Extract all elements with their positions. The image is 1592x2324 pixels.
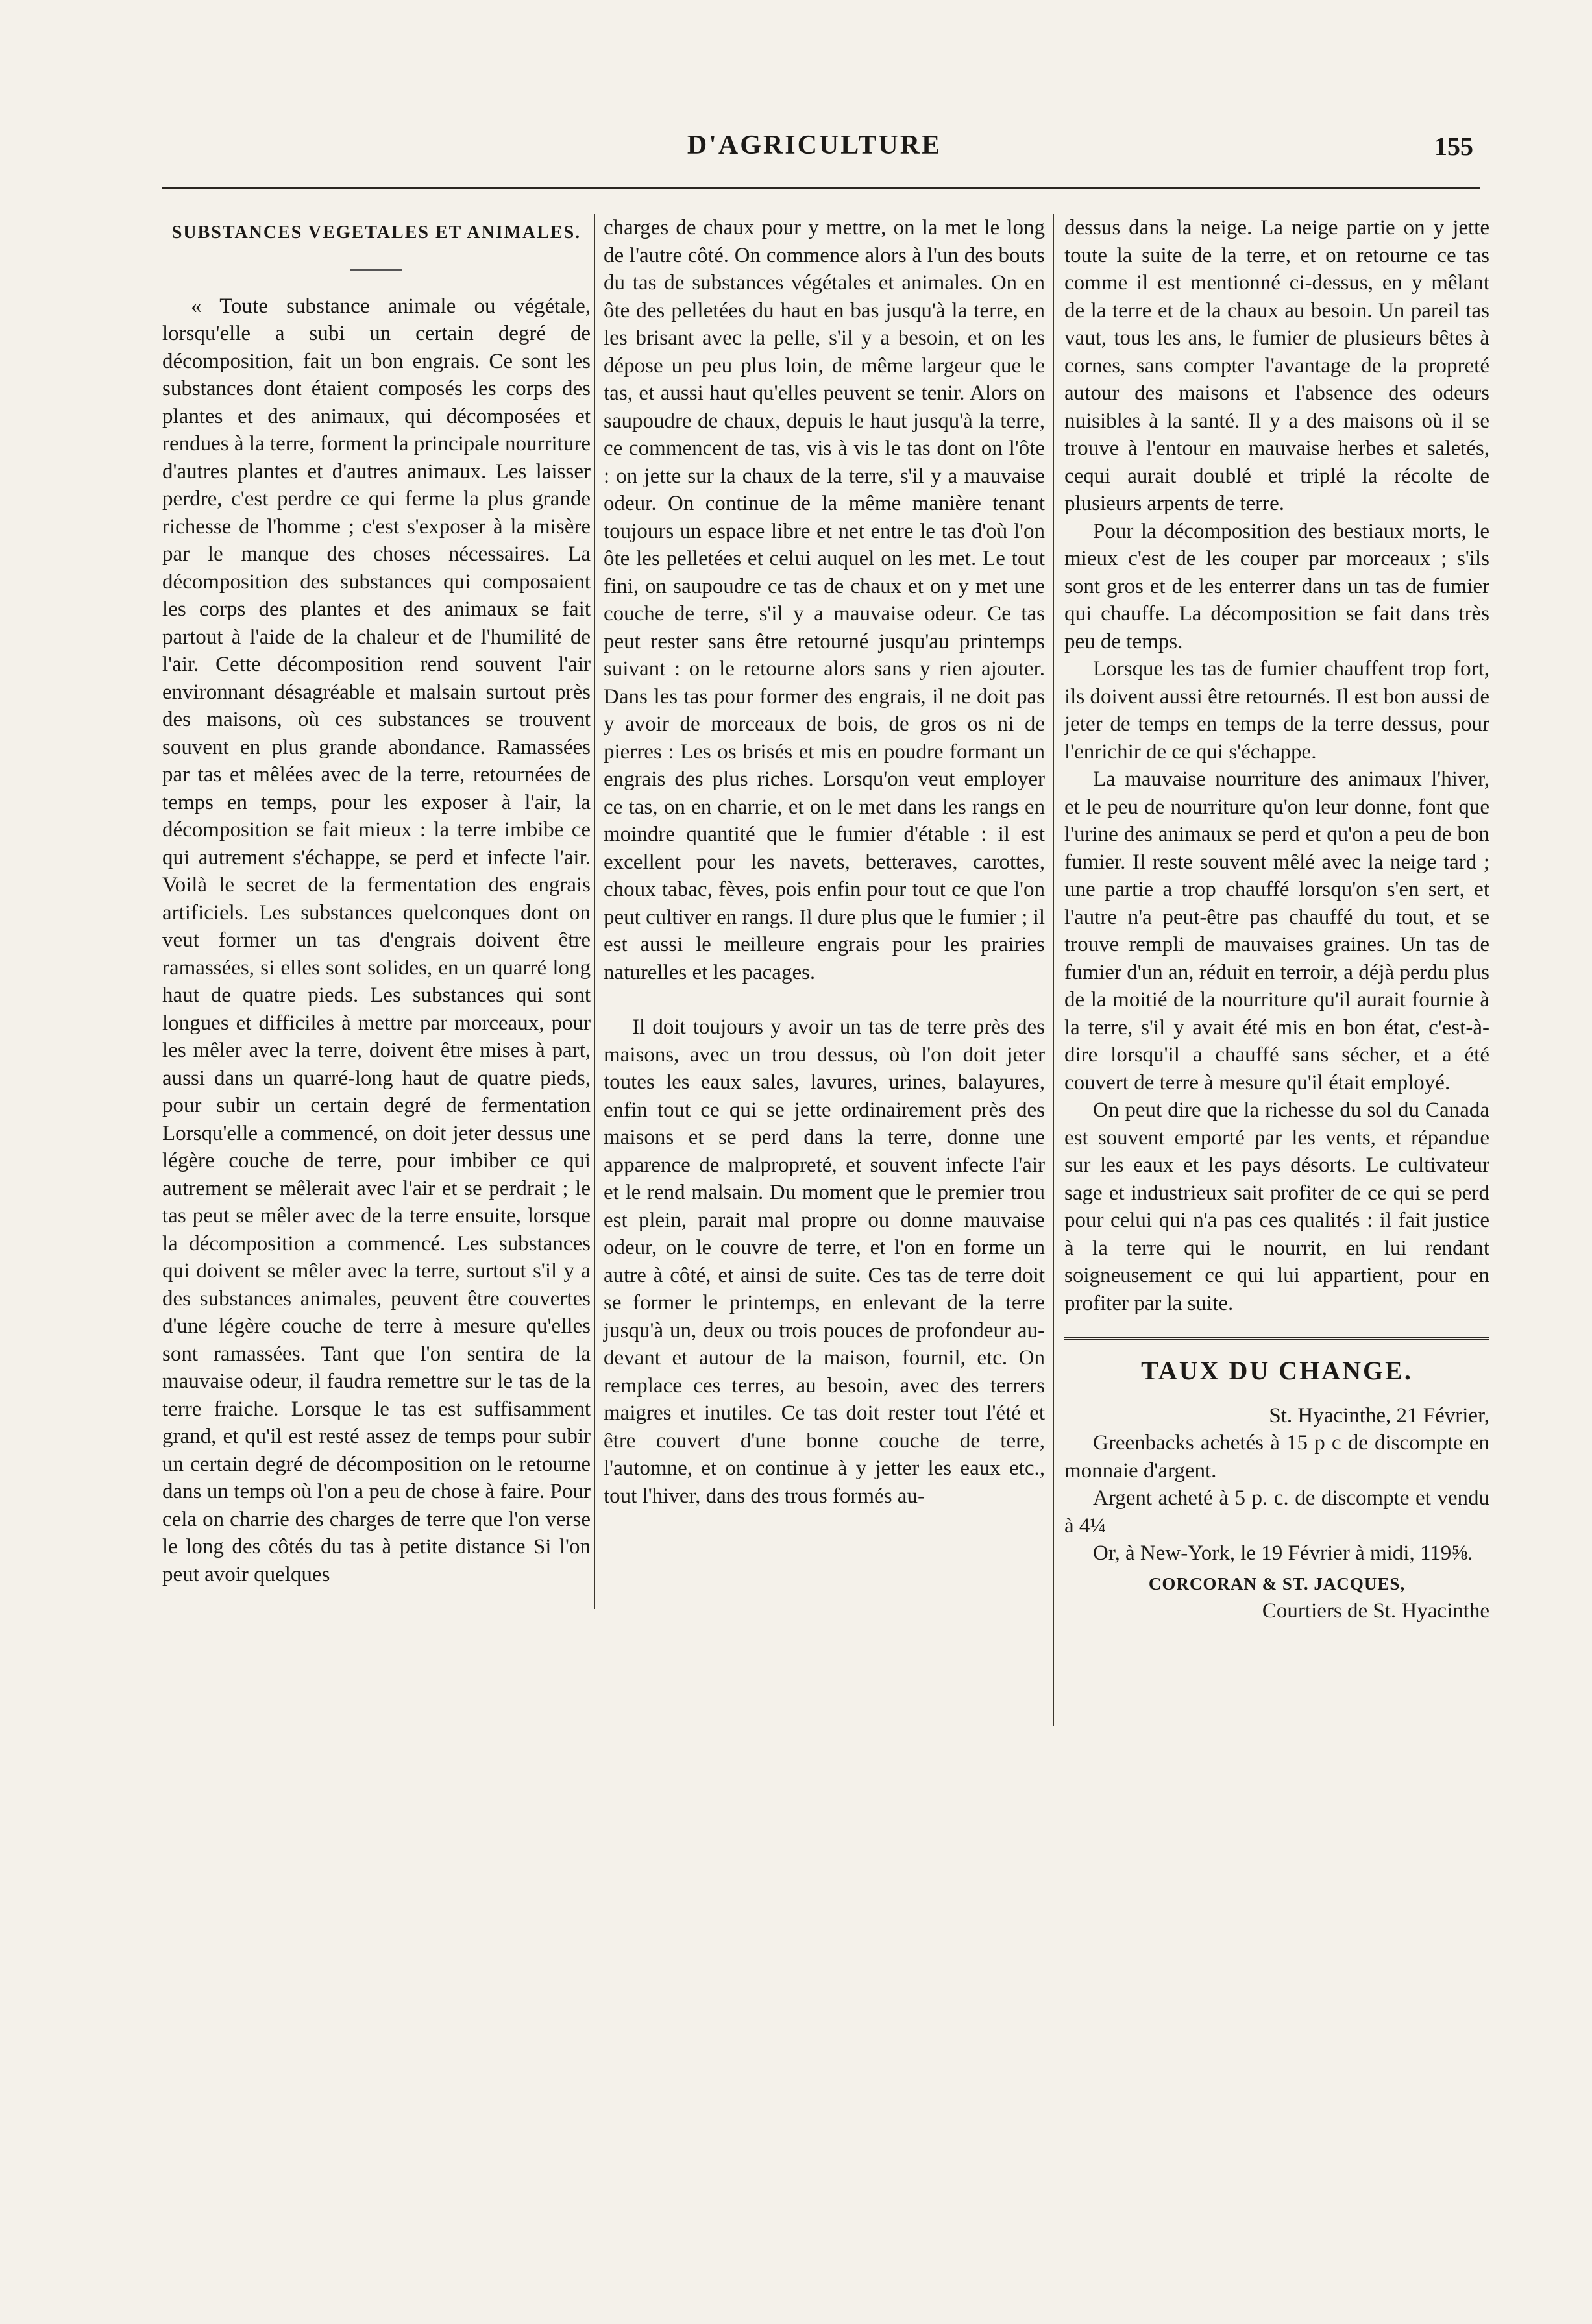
paragraph: Il doit toujours y avoir un tas de terre près des maisons, avec un trou dessus, où l'on doit jeter toutes les eaux sales, lavures, urines, balayures, enfin tout ce qui se jette ordinairement près des maisons et se perd dans la terre, donne une apparence de malpropreté, et souvent infecte l'air et le rend malsain. Du moment que le premier trou est plein, parait mal propre ou donne mauvaise odeur, on le couvre de terre, et l'on en forme un autre à côté, et ainsi de suite. Ces tas de terre doit se former le printemps, en enlevant de la terre jusqu'à un, deux ou trois pouces de profondeur au-devant et autour de la maison, fournil, etc. On remplace ces terres, au besoin, avec des terrers maigres et inutiles. Ce tas doit rester tout l'été et être couvert d'une bonne couche de terre, l'automne, et on continue à y jetter les eaux etc., tout l'hiver, dans des trous formés au- (604, 1015, 1045, 1508)
paragraph: Lorsque les tas de fumier chauffent trop fort, ils doivent aussi être retournés. Il est bon aussi de jeter de temps en temps de la terre dessus, pour l'enrichir de ce qui s'échappe. (1064, 657, 1489, 764)
exchange-title: TAUX DU CHANGE. (1141, 1356, 1413, 1385)
running-title: D'AGRICULTURE (687, 130, 942, 160)
page-number: 155 (1434, 132, 1473, 161)
exchange-line: Greenbacks achetés à 15 p c de discompte en monnaie d'argent. (1064, 1431, 1489, 1483)
signature-role: Courtiers de St. Hyacinthe (1262, 1599, 1489, 1623)
column-divider (1053, 214, 1054, 1726)
exchange-line: Or, à New-York, le 19 Février à midi, 119⅝. (1093, 1542, 1473, 1565)
paragraph: On peut dire que la richesse du sol du Canada est souvent emporté par les vents, et répandue sur les eaux et les pays désorts. Le cultivateur sage et industrieux sait profiter de ce qui se perd pour celui qui n'a pas ces qualités : il fait justice à la terre qui le nourrit, en lui rendant soigneusement ce qui lui appartient, pour en profiter par la suite. (1064, 1098, 1489, 1315)
paragraph: dessus dans la neige. La neige partie on y jette toute la suite de la terre, et on retourne ce tas comme il est mentionné ci-dessus, en y mêlant de la terre et de la chaux au besoin. Un pareil tas vaut, tous les ans, le fumier de plusieurs bêtes à cornes, sans compter l'avantage de la propreté autour des maisons et l'absence des odeurs nuisibles à la santé. Il y a des maisons où il se trouve à l'entour en mauvaise herbes et saletés, cequi aurait doublé et triplé la récolte de plusieurs arpents de terre. (1064, 216, 1489, 515)
heading-divider (350, 269, 402, 271)
signature-firm: CORCORAN & ST. JACQUES, (1148, 1573, 1406, 1593)
exchange-line: Argent acheté à 5 p. c. de discompte et vendu à 4¼ (1064, 1486, 1489, 1538)
exchange-place-date: St. Hyacinthe, 21 Février, (1269, 1403, 1489, 1427)
paragraph: « Toute substance animale ou végétale, lorsqu'elle a subi un certain degré de décomposition, fait un bon engrais. Ce sont les substances dont étaient composés les corps des plantes et des animaux, qui décomposées et rendues à la terre, forment la principale nourriture d'autres plantes et d'autres animaux. Les laisser perdre, c'est perdre ce qui ferme la plus grande richesse de l'homme ; c'est s'exposer à la misère par le manque des choses nécessaires. La décomposition des substances qui composaient les corps des plantes et des animaux se fait partout à l'aide de la chaleur et de l'humilité de l'air. Cette décomposition rend souvent l'air environnant désagréable et malsain surtout près des maisons, où ces substances se trouvent souvent en plus grande abondance. Ramassées par tas et mêlées avec de la terre, retournées de temps en temps, pour les exposer à l'air, la décomposition se fait mieux : la terre imbibe ce qui autrement s'échappe, se perd et infecte l'air. Voilà le secret de la fermentation des engrais artificiels. Les substances quelconques dont on veut former un tas d'engrais doivent être ramassées, si elles sont solides, en un quarré long haut de quatre pieds. Les substances qui sont longues et difficiles à mettre par morceaux, pour les mêler avec la terre, doivent être mises à part, aussi dans un quarré-long haut de quatre pieds, pour subir un certain degré de fermentation Lorsqu'elle a commencé, on doit jeter dessus une légère couche de terre, pour imbiber ce qui autrement se mêlerait avec l'air et se perdrait ; le tas peut se mêler avec de la terre ensuite, lorsque la décomposition a commencé. Les substances qui doivent se mêler avec la terre, surtout s'il y a des substances animales, peuvent être couvertes d'une légère couche de terre à mesure qu'elles sont ramassées. Tant que l'on sentira de la mauvaise odeur, il faudra remettre sur le tas de la terre fraiche. Lorsque le tas est suffisamment grand, et qu'il est resté assez de temps pour subir un certain degré de décomposition on le retourne dans un temps où l'on a peu de chose à faire. Pour cela on charrie des charges de terre que l'on verse le long des côtés du tas à petite distance Si l'on peut avoir quelques (162, 294, 591, 1586)
paragraph: La mauvaise nourriture des animaux l'hiver, et le peu de nourriture qu'on leur donne, font que l'urine des animaux se perd et qu'on a peu de bon fumier. Il reste souvent mêlé avec la neige tard ; une partie a trop chauffé lorsqu'on s'en sert, et l'autre n'a peut-être pas chauffé du tout, et se trouve rempli de mauvaises graines. Un tas de fumier d'un an, réduit en terroir, a déjà perdu plus de la moitié de la nourriture qu'il aurait fournie à la terre, s'il y avait été mis en bon état, c'est-à-dire lorsqu'il a chauffé sans sécher, et a été couvert de terre à mesure qu'il était employé. (1064, 768, 1489, 1095)
column-3 (1064, 214, 1489, 1625)
paragraph-gap (604, 986, 1045, 1013)
column-divider (594, 214, 595, 1609)
column-1 (162, 214, 591, 1588)
paragraph: Pour la décomposition des bestiaux morts, le mieux c'est de les couper par morceaux ; s'ils sont gros et de les enterrer dans un tas de fumier qui chauffe. La décomposition se fait dans très peu de temps. (1064, 519, 1489, 653)
paragraph: charges de chaux pour y mettre, on la met le long de l'autre côté. On commence alors à l'un des bouts du tas de substances végétales et animales. On en ôte des pelletées du haut en bas jusqu'à la terre, en les brisant avec la pelle, s'il y a besoin, et on les dépose un peu plus loin, de même largeur que le tas, et aussi haut qu'elles peuvent se tenir. Alors on saupoudre de chaux, depuis le haut jusqu'à la terre, ce commencent de tas, vis à vis le tas dont on l'ôte : on jette sur la chaux de la terre, s'il y a mauvaise odeur. On continue de la même manière tenant toujours un espace libre et net entre le tas d'où l'on ôte les pelletées et celui auquel on les met. Le tout fini, on saupoudre ce tas de chaux et on y met une couche de terre, s'il y a mauvaise odeur. Ce tas peut rester sans être retourné jusqu'au printemps suivant : on le retourne alors sans y rien ajouter. Dans les tas pour former des engrais, il ne doit pas y avoir de morceaux de bois, de gros os ni de pierres : Les os brisés et mis en poudre formant un engrais des plus riches. Lorsqu'on veut employer ce tas, on en charrie, et on le met dans les rangs en moindre quantité que le fumier d'étable : il est excellent pour les navets, betteraves, carottes, choux tabac, fèves, pois enfin pour tout ce que l'on peut cultiver en rangs. Il dure plus que le fumier ; il est aussi le meilleure engrais pour les prairies naturelles et les pacages. (604, 216, 1045, 984)
section-divider (1064, 1337, 1489, 1340)
section-heading: SUBSTANCES VEGETALES ET ANIMALES. (171, 223, 582, 243)
column-2 (604, 214, 1045, 1510)
header-rule (162, 187, 1480, 189)
page-header (156, 130, 1473, 182)
